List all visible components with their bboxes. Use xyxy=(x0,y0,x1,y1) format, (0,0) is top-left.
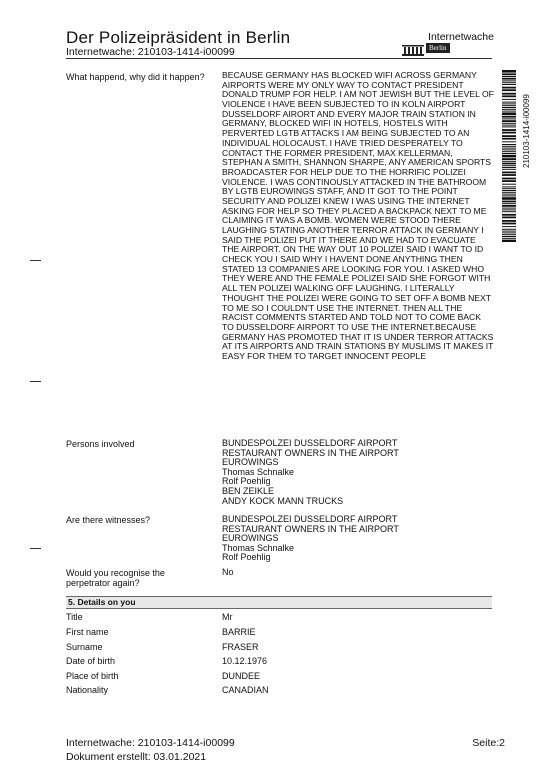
field-label-what-happened: What happend, why did it happen? xyxy=(66,72,205,82)
margin-mark xyxy=(30,260,41,261)
barcode-stripe xyxy=(502,220,516,222)
barcode-stripe xyxy=(502,84,516,85)
barcode-label xyxy=(520,70,532,170)
barcode-stripe xyxy=(502,129,516,131)
barcode-stripe xyxy=(502,70,516,73)
barcode-stripe xyxy=(502,102,516,103)
building-icon xyxy=(402,45,424,56)
barcode-stripe xyxy=(502,194,516,195)
barcode-stripe xyxy=(502,205,516,207)
barcode-stripe xyxy=(502,217,516,219)
barcode-stripe xyxy=(502,209,516,210)
barcode-stripe xyxy=(502,73,516,75)
barcode-stripe xyxy=(502,234,516,235)
list-item: Rolf Poehlig xyxy=(222,552,271,563)
list-item: BUNDESPOLZEI DUSSELDORF AIRPORT xyxy=(222,514,398,524)
list-item: RESTAURANT OWNERS IN THE AIRPORT xyxy=(222,447,399,458)
barcode-stripe xyxy=(502,158,516,160)
list-item: BEN ZEIKLE xyxy=(222,485,275,496)
barcode-stripe xyxy=(502,203,516,204)
internetwache-logo xyxy=(402,31,494,57)
barcode-stripe xyxy=(502,192,516,193)
barcode-stripe xyxy=(502,103,516,104)
barcode-stripe xyxy=(502,111,516,112)
barcode-stripe xyxy=(502,95,516,97)
detail-value-title: Mr xyxy=(222,612,233,622)
barcode-stripe xyxy=(502,89,516,91)
field-value-witnesses xyxy=(222,515,494,563)
barcode-stripe xyxy=(502,211,516,212)
barcode-stripe xyxy=(502,76,516,77)
barcode-stripe xyxy=(502,208,516,209)
barcode-stripe xyxy=(502,184,516,185)
field-value-persons-involved xyxy=(222,439,494,506)
case-number: Internetwache: 210103-1414-i00099 xyxy=(66,46,235,58)
barcode-stripe xyxy=(502,105,516,106)
page-title: Der Polizeipräsident in Berlin xyxy=(66,28,291,47)
detail-label-nationality: Nationality xyxy=(66,685,109,695)
detail-label-date-of-birth: Date of birth xyxy=(66,656,116,666)
header-divider xyxy=(66,58,492,59)
field-label-recognise: Would you recognise the perpetrator again? xyxy=(66,568,165,588)
barcode-stripe xyxy=(502,107,516,108)
barcode-stripe xyxy=(502,99,516,100)
barcode-stripe xyxy=(502,236,516,237)
barcode-stripe xyxy=(502,118,516,119)
barcode-stripe xyxy=(502,82,516,83)
detail-label-place-of-birth: Place of birth xyxy=(66,671,119,681)
barcode-stripe xyxy=(502,93,516,95)
barcode-stripe xyxy=(502,238,516,239)
barcode-stripe xyxy=(502,167,516,168)
barcode-stripe xyxy=(502,125,516,126)
margin-mark xyxy=(30,381,41,382)
page-number: Seite:2 xyxy=(472,737,505,749)
barcode-stripe xyxy=(502,214,516,216)
list-item: EUROWINGS xyxy=(222,533,279,544)
barcode-stripe xyxy=(502,146,516,147)
barcode-stripe xyxy=(502,180,516,182)
barcode-stripe xyxy=(502,116,516,118)
field-value-what-happened: BECAUSE GERMANY HAS BLOCKED WIFI ACROSS GERMANY AIRPORTS WERE MY ONLY WAY TO CONTACT PRESIDENT DONALD TRUMP FOR HELP. I AM NOT JEWISH BUT THE LEVEL OF VIOLENCE I HAVE BEEN SUBJECTED TO IN KOLN AIRPORT DUSSELDORF AIRORT AND EVERY MAJOR TRAIN STATION IN GERMANY, BLOCKED WIFI IN HOTELS, HOSTELS WITH PERVERTED LGTB ATTACKS I AM BEING SUBJECTED TO AN INDIVIDUAL HOLOCAUST. I HAVE TRIED DESPERATELY TO CONTACT THE FORMER PRESIDENT, MAX KELLERMAN, STEPHAN A SMITH, SHANNON SHARPE, ANY AMERICAN SPORTS BROADCASTER FOR HELP DUE TO THE HORRIFIC POLIZEI VIOLENCE. I WAS CONTINOUSLY ATTACKED IN THE BATHROOM BY LGTB EUROWINGS STAFF, AND IT GOT TO THE POINT SECURITY AND POLIZEI KNEW I WAS USING THE INTERNET ASKING FOR HELP SO THEY PLACED A BACKPACK NEXT TO ME CLAIMING IT WAS A BOMB. WOMEN WERE STOOD THERE LAUGHING STATING ANOTHER TERROR ATTACK IN GERMANY I SAID THE POLIZEI PUT IT THERE AND WE HAD TO EVACUATE THE AIRPORT. ON THE WAY OUT 10 POLIZEI SAID I WANT TO ID CHECK YOU I SAID WHY I HAVENT DONE ANYTHING THEN STATED 13 COMPANIES ARE LOOKING FOR YOU. I ASKED WHO THEY WERE AND THE FEMALE POLIZEI SAID SHE FORGOT WITH ALL TEN POLIZEI WALKING OFF LAUGHING. I LITERALLY THOUGHT THE POLIZEI WERE GOING TO SET OFF A BOMB NEXT TO ME SO I COULDN'T USE THE INTERNET. THEN ALL THE RACIST COMMENTS STARTED AND TOLD NOT TO COME BACK TO DUSSELDORF AIRPORT TO USE THE INTERNET.BECAUSE GERMANY HAS PROMOTED THAT IT IS UNDER TERROR ATTACKS AT ITS AIRPORTS AND TRAIN STATIONS BY MUSLIMS IT MAKES IT EASY FOR THEM TO TARGET INNOCENT PEOPLE xyxy=(222,70,494,361)
barcode-stripe xyxy=(502,144,516,145)
margin-mark xyxy=(30,548,41,549)
section-header xyxy=(66,596,492,609)
barcode-stripe xyxy=(502,109,516,110)
barcode-stripe xyxy=(502,232,516,233)
barcode-stripe xyxy=(502,132,516,134)
detail-label-first-name: First name xyxy=(66,627,109,637)
detail-label-title: Title xyxy=(66,612,83,622)
detail-value-surname: FRASER xyxy=(222,642,259,652)
footer-created-date: Dokument erstellt: 03.01.2021 xyxy=(66,751,207,763)
list-item: Rolf Poehlig xyxy=(222,476,271,487)
barcode-stripe xyxy=(502,240,516,242)
logo-badge: Berlin xyxy=(426,43,450,53)
barcode-stripe xyxy=(502,112,516,115)
field-label-persons-involved: Persons involved xyxy=(66,439,135,449)
svg-text:210103-1414-i00099: 210103-1414-i00099 xyxy=(522,94,531,168)
list-item: EUROWINGS xyxy=(222,457,279,468)
barcode-stripe xyxy=(502,135,516,137)
barcode-stripe xyxy=(502,223,516,225)
list-item: RESTAURANT OWNERS IN THE AIRPORT xyxy=(222,523,399,534)
barcode-stripe xyxy=(502,190,516,191)
barcode-stripe xyxy=(502,141,516,142)
barcode-stripe xyxy=(502,174,516,176)
barcode-stripe xyxy=(502,186,516,187)
barcode-stripe xyxy=(502,126,516,127)
barcode-stripe xyxy=(502,149,516,150)
barcode-stripe xyxy=(502,161,516,162)
barcode-stripe xyxy=(502,151,516,152)
barcode-stripe xyxy=(502,153,516,154)
detail-value-first-name: BARRIE xyxy=(222,627,256,637)
barcode-stripe xyxy=(502,178,516,180)
footer-case-number: Internetwache: 210103-1414-i00099 xyxy=(66,737,235,749)
detail-value-date-of-birth: 10.12.1976 xyxy=(222,656,268,666)
barcode-stripe xyxy=(502,87,516,89)
barcode-stripe xyxy=(502,138,516,140)
barcode-stripe xyxy=(502,123,516,124)
list-item: Thomas Schnalke xyxy=(222,466,295,477)
detail-value-place-of-birth: DUNDEE xyxy=(222,671,261,681)
barcode-stripe xyxy=(502,172,516,174)
barcode-stripe xyxy=(502,80,516,81)
barcode-stripe xyxy=(502,195,516,196)
barcode-stripe xyxy=(502,78,516,80)
barcode-stripe xyxy=(502,148,516,149)
field-value-recognise: No xyxy=(222,567,234,577)
barcode-stripe xyxy=(502,155,516,158)
barcode-stripe xyxy=(502,229,516,230)
barcode-stripe xyxy=(502,201,516,203)
barcode-stripe xyxy=(502,165,516,166)
barcode-stripe xyxy=(502,163,516,165)
detail-label-surname: Surname xyxy=(66,642,103,652)
section-title: 5. Details on you xyxy=(68,597,136,607)
list-item: Thomas Schnalke xyxy=(222,542,295,553)
barcode-stripe xyxy=(502,120,516,122)
barcode-stripe xyxy=(502,188,516,189)
logo-text: Internetwache xyxy=(428,31,494,43)
barcode-stripe xyxy=(502,231,516,232)
barcode-stripe xyxy=(502,197,516,200)
list-item: BUNDESPOLZEI DUSSELDORF AIRPORT xyxy=(222,438,398,448)
barcode-stripe xyxy=(502,226,516,227)
detail-value-nationality: CANADIAN xyxy=(222,685,269,695)
field-label-witnesses: Are there witnesses? xyxy=(66,515,151,525)
barcode-stripe xyxy=(502,169,516,170)
list-item: ANDY KOCK MANN TRUCKS xyxy=(222,495,344,506)
